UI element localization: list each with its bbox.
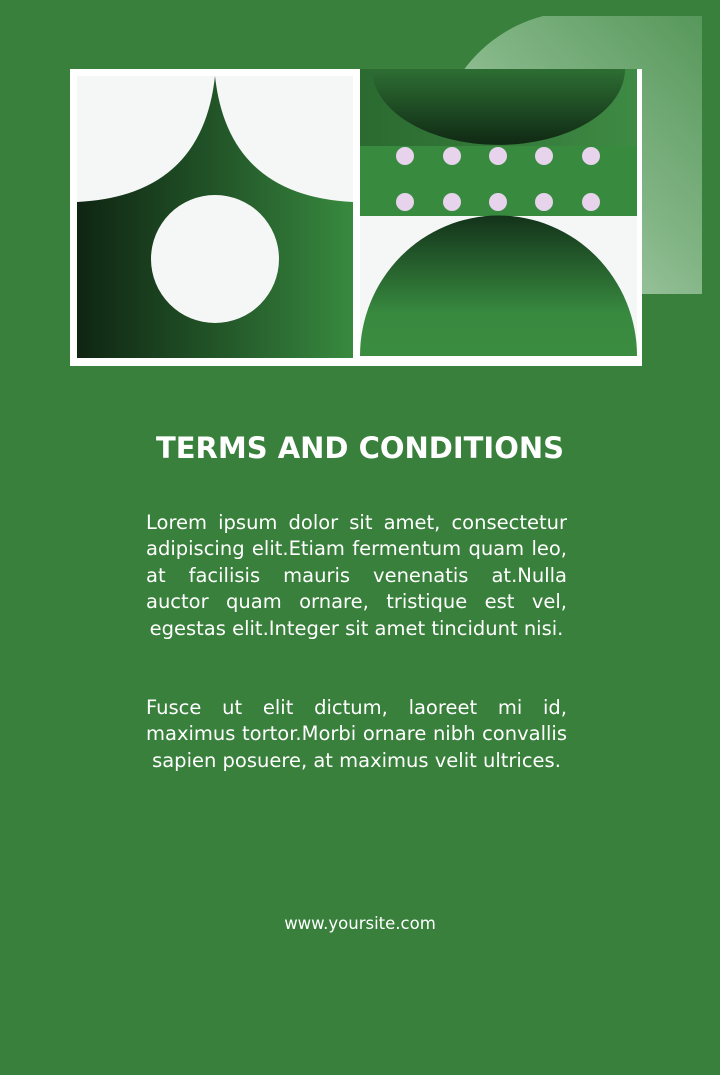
geometric-artwork xyxy=(70,69,642,366)
body-paragraph-2: Fusce ut elit dictum, laoreet mi id, maximus tortor.Morbi ornare nibh convallis sapien posuere, at maximus velit ultrices. xyxy=(146,696,567,772)
website-link[interactable]: www.yoursite.com xyxy=(284,914,436,933)
page-title: TERMS AND CONDITIONS xyxy=(155,431,565,465)
left-circle xyxy=(151,195,279,323)
artwork-svg xyxy=(70,69,642,366)
body-paragraph-1: Lorem ipsum dolor sit amet, consectetur adipiscing elit.Etiam fermentum quam leo, at facilisis mauris venenatis at.Nulla auctor quam ornare, tristique est vel, egestas elit.Integer sit amet tincidunt nisi. xyxy=(146,511,567,640)
